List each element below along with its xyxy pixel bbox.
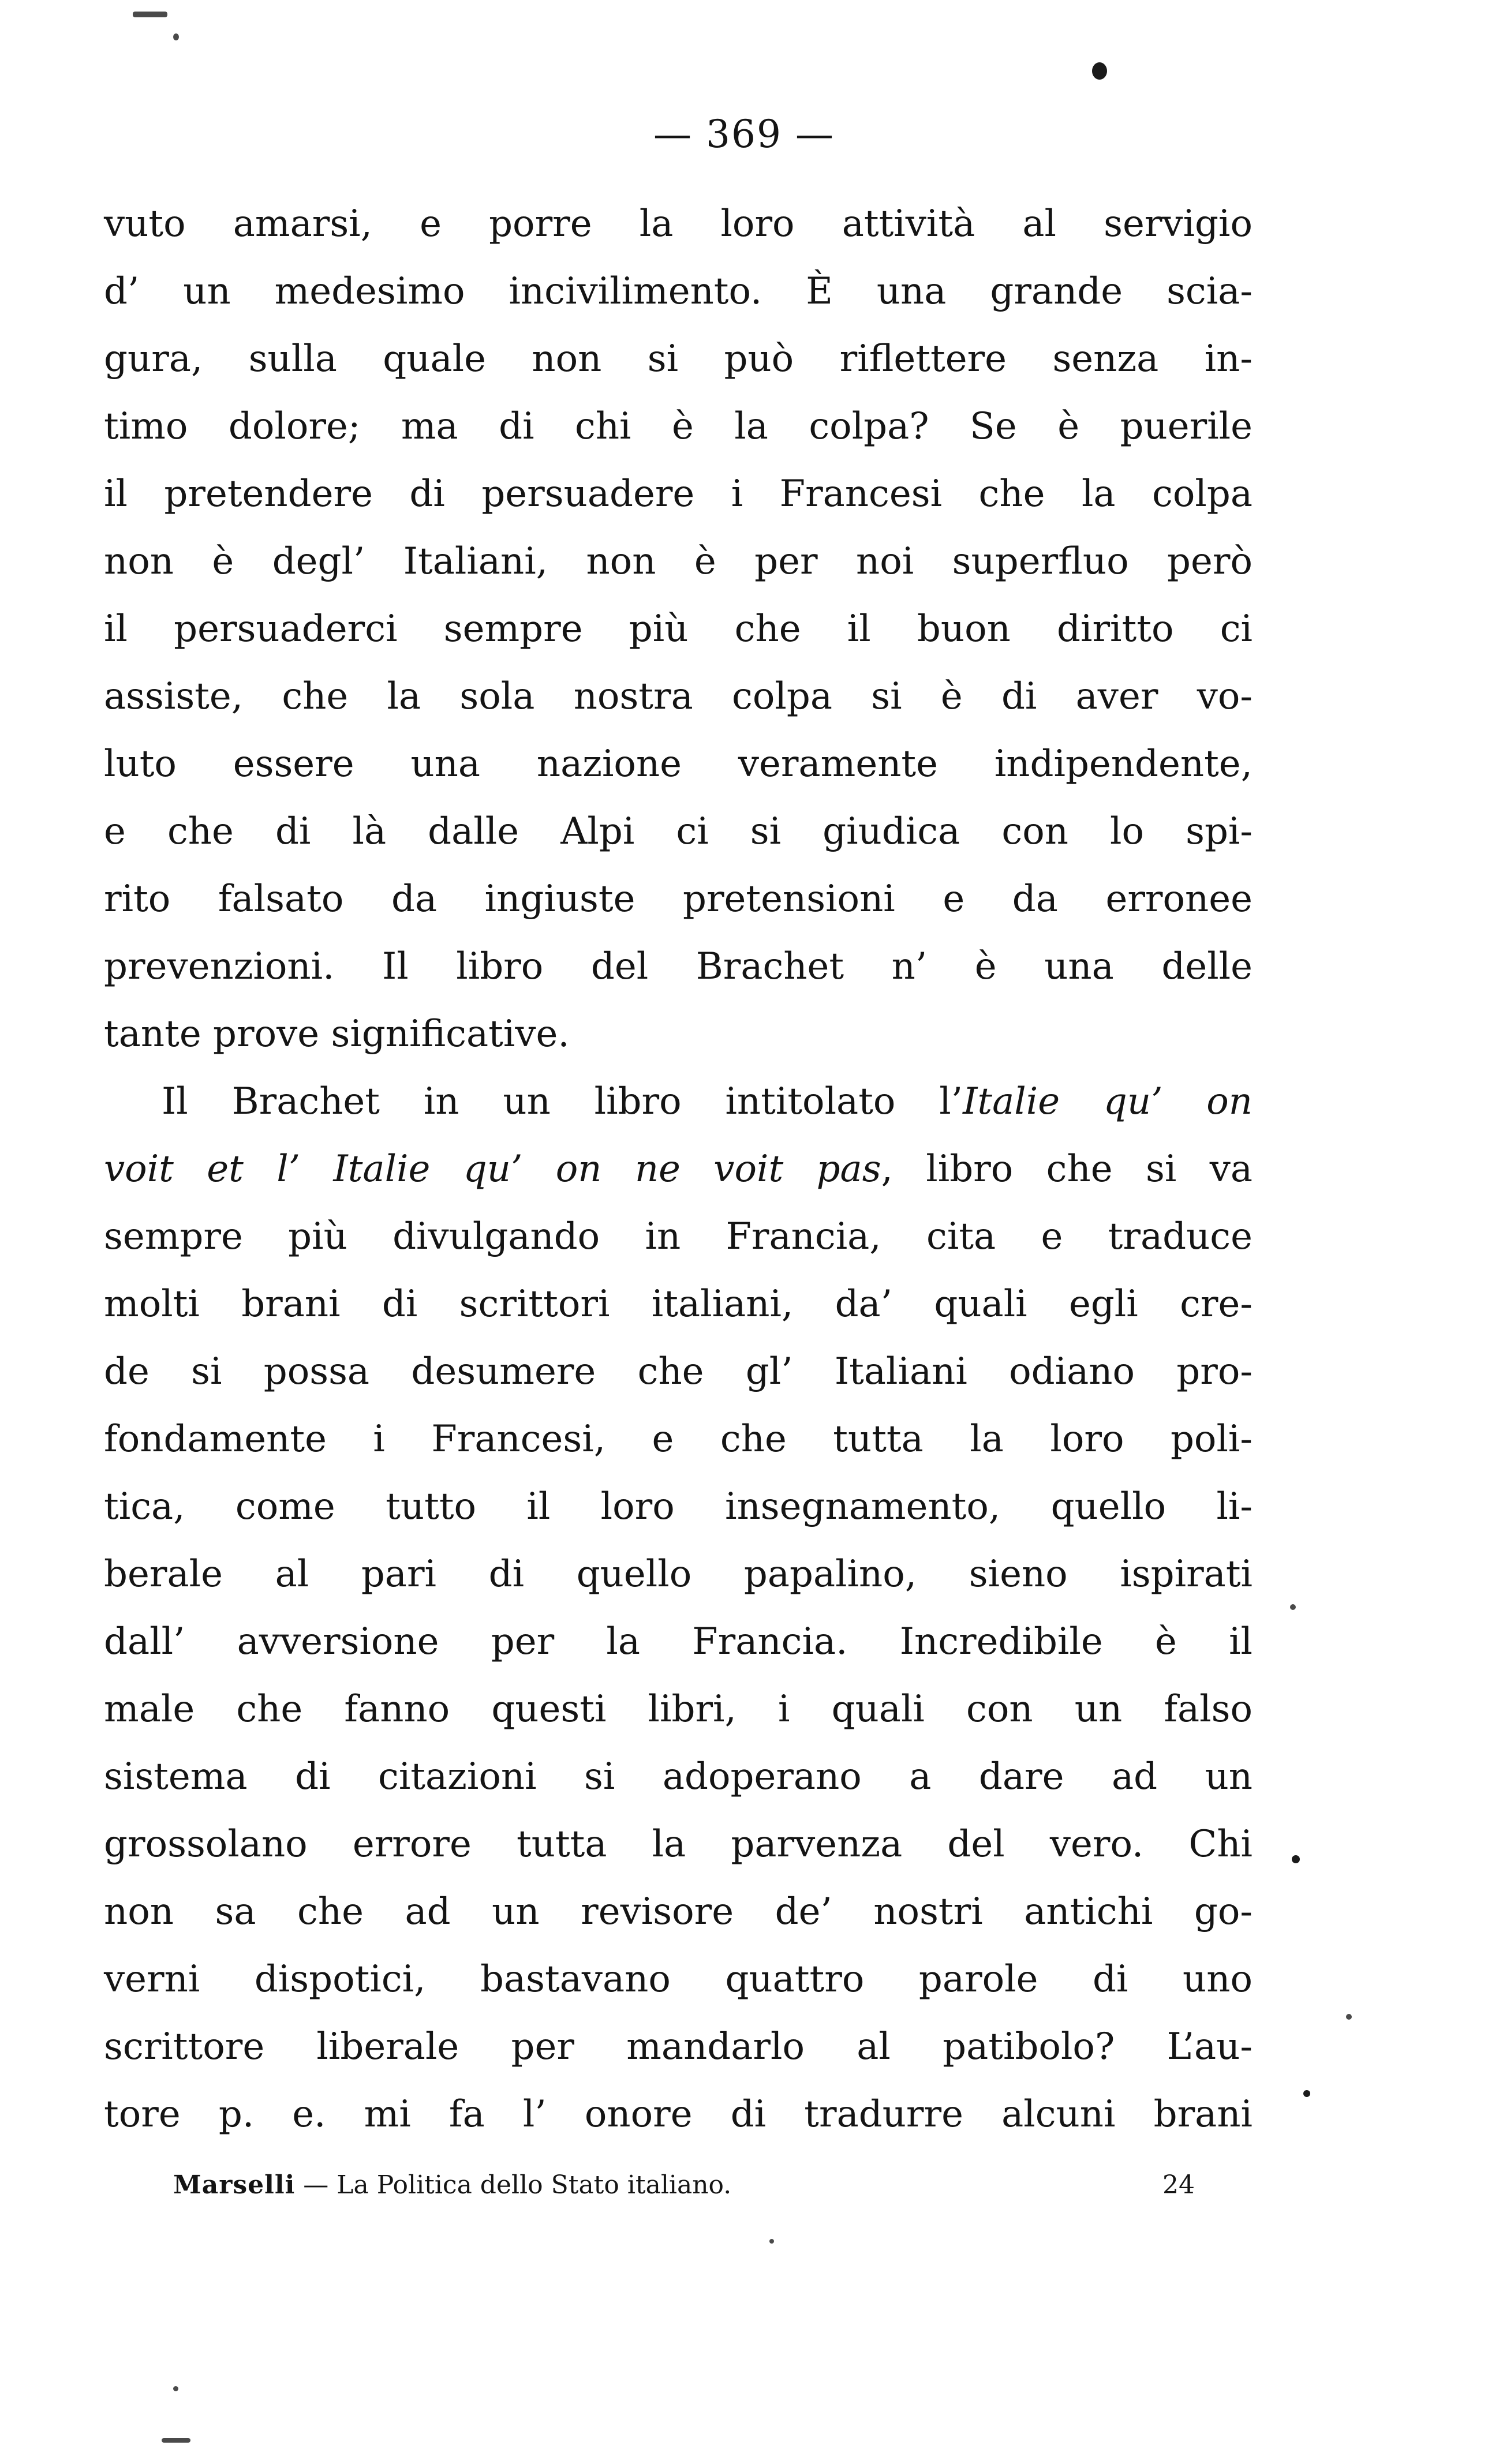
text-line: [104, 1203, 1253, 1271]
text-run: , libro che si va: [881, 1148, 1253, 1190]
footer-author: Marselli: [173, 2170, 296, 2200]
text-run: non è degl’ Italiani, non è per noi superfluo però: [104, 540, 1253, 583]
body-text: [104, 190, 1253, 2148]
ink-speck: [769, 2239, 774, 2244]
text-run: verni dispotici, bastavano quattro parole di uno: [104, 1958, 1253, 2001]
text-line: [104, 866, 1253, 933]
text-run: rito falsato da ingiuste pretensioni e da erronee: [104, 878, 1253, 920]
text-line: [104, 460, 1253, 528]
ink-dot: [1092, 62, 1107, 80]
text-line: [104, 1878, 1253, 1946]
text-run: d’ un medesimo incivilimento. È una grande scia-: [104, 270, 1253, 313]
text-run: grossolano errore tutta la parvenza del vero. Chi: [104, 1823, 1253, 1866]
text-run: assiste, che la sola nostra colpa si è di aver vo-: [104, 675, 1253, 718]
text-run: e che di là dalle Alpi ci si giudica con lo spi-: [104, 810, 1253, 853]
text-line: [104, 1271, 1253, 1338]
text-run: il persuaderci sempre più che il buon diritto ci: [104, 608, 1253, 650]
text-run: prevenzioni. Il libro del Brachet n’ è una delle: [104, 945, 1253, 988]
text-line: [104, 731, 1253, 798]
ink-speck: [173, 33, 179, 40]
text-run: tica, come tutto il loro insegnamento, quello li-: [104, 1485, 1253, 1528]
text-line: [104, 933, 1253, 1001]
footer-title-line: [173, 2170, 732, 2200]
text-run: scrittore liberale per mandarlo al patibolo? L’au-: [104, 2025, 1253, 2068]
text-line: [104, 1676, 1253, 1743]
text-run: sistema di citazioni si adoperano a dare ad un: [104, 1755, 1253, 1798]
text-line: [104, 596, 1253, 663]
text-line: [104, 528, 1253, 596]
text-line: [104, 1068, 1253, 1136]
text-line: [104, 393, 1253, 460]
ink-dot: [1303, 2090, 1310, 2097]
ink-speck: [133, 12, 167, 17]
text-run: tore p. e. mi fa l’ onore di tradurre alcuni brani: [104, 2093, 1253, 2136]
page-footer: [173, 2170, 1195, 2200]
text-run: dall’ avversione per la Francia. Incredibile è il: [104, 1620, 1253, 1663]
text-line: [104, 1541, 1253, 1608]
text-line: [104, 2013, 1253, 2081]
text-line: [104, 190, 1253, 258]
text-run: sempre più divulgando in Francia, cita e traduce: [104, 1215, 1253, 1258]
text-line: [104, 1743, 1253, 1811]
text-run: gura, sulla quale non si può riflettere senza in-: [104, 338, 1253, 380]
text-run: berale al pari di quello papalino, sieno ispirati: [104, 1553, 1253, 1596]
text-line: [104, 1811, 1253, 1878]
text-line: [104, 1001, 1253, 1068]
ink-speck: [1290, 1604, 1296, 1610]
text-line: [104, 2081, 1253, 2148]
text-line: [104, 1946, 1253, 2013]
text-line: [104, 258, 1253, 325]
text-line: [104, 798, 1253, 866]
page-number: — 369 —: [653, 112, 835, 156]
text-run: tante prove significative.: [104, 1013, 570, 1055]
ink-speck: [162, 2438, 190, 2443]
text-line: [104, 1608, 1253, 1676]
ink-dot: [1292, 1855, 1300, 1863]
text-run: il pretendere di persuadere i Francesi che la colpa: [104, 473, 1253, 515]
text-line: [104, 1406, 1253, 1473]
text-run: non sa che ad un revisore de’ nostri antichi go-: [104, 1890, 1253, 1933]
text-line: [104, 663, 1253, 731]
ink-speck: [1346, 2014, 1352, 2020]
text-line: [104, 325, 1253, 393]
footer-book-title: — La Politica dello Stato italiano.: [295, 2170, 732, 2200]
ink-speck: [173, 2386, 178, 2391]
text-run: Il Brachet in un libro intitolato l’: [162, 1080, 963, 1123]
italic-title-text: voit et l’ Italie qu’ on ne voit pas: [104, 1148, 881, 1190]
text-run: molti brani di scrittori italiani, da’ quali egli cre-: [104, 1283, 1253, 1325]
text-run: timo dolore; ma di chi è la colpa? Se è puerile: [104, 405, 1253, 448]
text-line: [104, 1338, 1253, 1406]
text-line: [104, 1473, 1253, 1541]
text-run: luto essere una nazione veramente indipendente,: [104, 743, 1253, 785]
italic-title-text: Italie qu’ on: [963, 1080, 1253, 1123]
text-line: [104, 1136, 1253, 1203]
text-run: male che fanno questi libri, i quali con un falso: [104, 1688, 1253, 1731]
text-run: de si possa desumere che gl’ Italiani odiano pro-: [104, 1350, 1253, 1393]
footer-signature-mark: 24: [1162, 2170, 1195, 2200]
text-run: fondamente i Francesi, e che tutta la loro poli-: [104, 1418, 1253, 1461]
text-run: vuto amarsi, e porre la loro attività al servigio: [104, 203, 1253, 245]
